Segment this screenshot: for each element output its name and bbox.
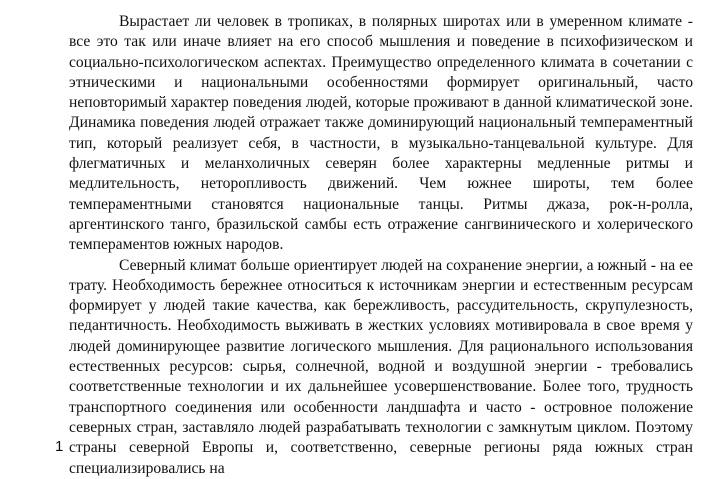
paragraph-northern-climate: Северный климат больше ориентирует людей на сохранение энергии, а южный - на ее трату. Необходимость бережнее относиться к источникам энергии и естественным ресурсам формирует у людей такие качества, как бережливость, рассудительность, скрупулезность, педантичность. Необходимость выживать в жестких условиях мотивировала в свое время у людей доминирующее развитие логического мышления. Для рационального использования естественных ресурсов: сырья, солнечной, водной и воздушной энергии - требовались соответственные технологии и их дальнейшее усовершенствование. Более того, трудность транспортного соединения или особенности ландшафта и часто - островное положение северных стран, заставляло людей разрабатывать технологии с замкнутым циклом. Поэтому страны северной Европы и, соответственно, северные регионы ряда южных стран специализировались на <box>69 256 693 477</box>
document-body <box>69 12 693 479</box>
paragraph-climate-temperament: Вырастает ли человек в тропиках, в полярных широтах или в умеренном климате - все это так или иначе влияет на его способ мышления и поведение в психофизическом и социально-психологическом аспектах. Преимущество определенного климата в сочетании с этническими и национальными особенностями формирует оригинальный, часто неповторимый характер поведения людей, которые проживают в данной климатической зоне. Динамика поведения людей отражает также доминирующий национальный темпераментный тип, который реализует себя, в частности, в музыкально-танцевальной культуре. Для флегматичных и меланхоличных северян более характерны медленные ритмы и медлительность, неторопливость движений. Чем южнее широты, тем более темпераментными становятся национальные танцы. Ритмы джаза, рок-н-ролла, аргентинского танго, бразильской самбы есть отражение сангвинического и холерического темпераментов южных народов. <box>69 13 693 254</box>
line-number: 1 <box>55 438 64 455</box>
